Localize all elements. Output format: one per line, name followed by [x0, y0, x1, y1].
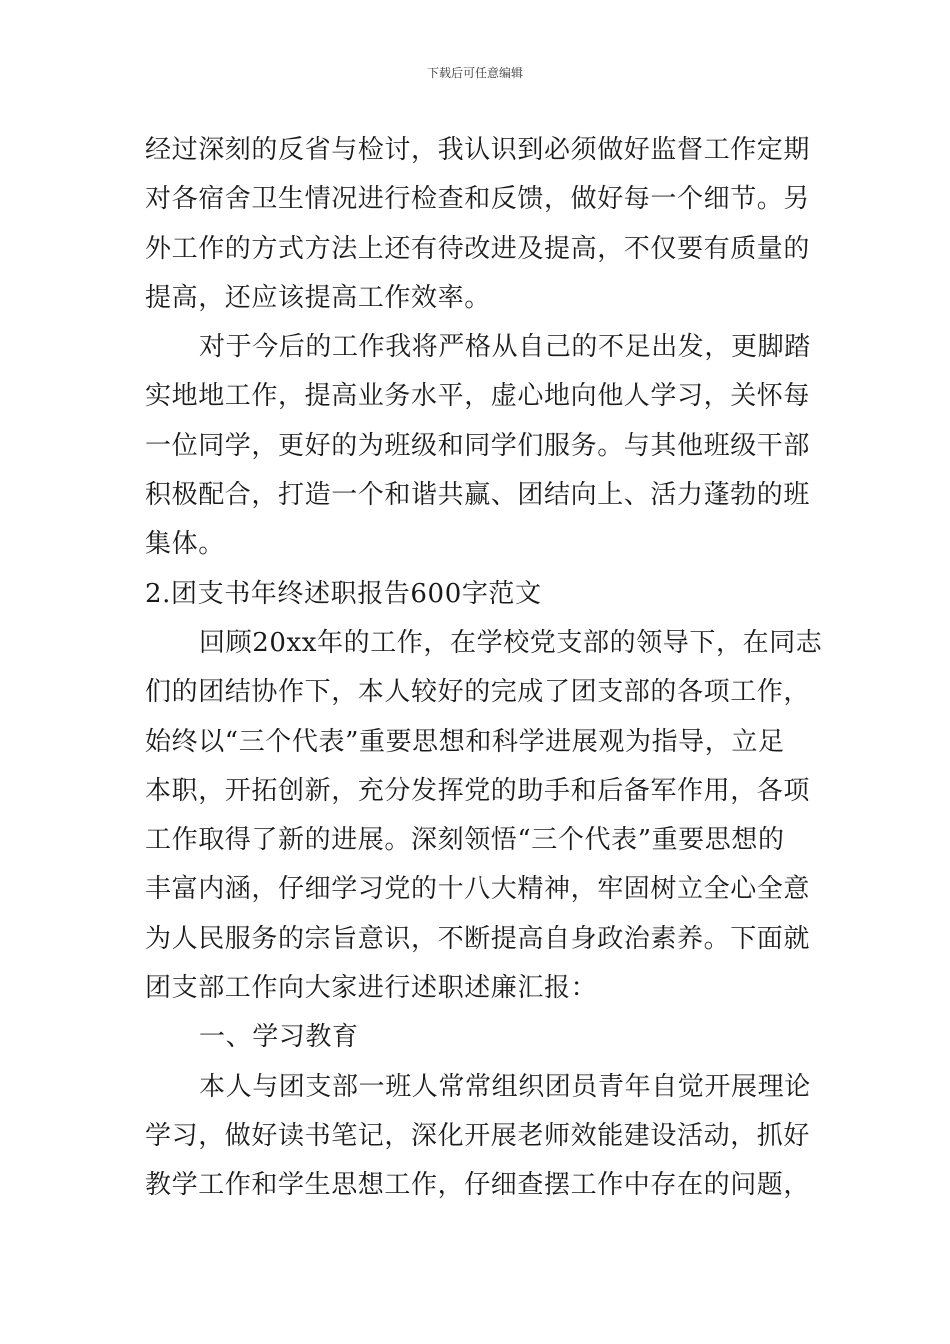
text-line: 工作取得了新的进展。深刻领悟“三个代表”重要思想的 — [145, 825, 785, 856]
text-line: 提高，还应该提高工作效率。 — [145, 282, 491, 313]
text-line: 始终以“三个代表”重要思想和科学进展观为指导，立足 — [145, 726, 785, 757]
text-line: 经过深刻的反省与检讨，我认识到必须做好监督工作定期 — [145, 135, 811, 165]
text-line: 本人与团支部一班人常常组织团员青年自觉开展理论 — [199, 1071, 811, 1102]
text-line: 学习，做好读书笔记，深化开展老师效能建设活动，抓好 — [145, 1120, 811, 1151]
text-line: 丰富内涵，仔细学习党的十八大精神，牢固树立全心全意 — [145, 874, 811, 905]
text-line: 对于今后的工作我将严格从自己的不足出发，更脚踏 — [199, 332, 811, 363]
text-line: 实地地工作，提高业务水平，虚心地向他人学习，关怀每 — [145, 381, 811, 412]
text-line: 为人民服务的宗旨意识，不断提高自身政治素养。下面就 — [145, 923, 811, 954]
text-line: 积极配合，打造一个和谐共赢、团结向上、活力蓬勃的班 — [145, 480, 811, 511]
text-line: 外工作的方式方法上还有待改进及提高，不仅要有质量的 — [145, 233, 811, 264]
text-line: 本职，开拓创新，充分发挥党的助手和后备军作用，各项 — [145, 775, 811, 806]
text-line: 教学工作和学生思想工作，仔细查摆工作中存在的问题， — [145, 1170, 811, 1201]
section-heading: 2.团支书年终述职报告600字范文 — [145, 578, 542, 609]
page-header: 下载后可任意编辑 — [426, 66, 523, 80]
subsection-heading: 一、学习教育 — [199, 1022, 359, 1053]
text-line: 一位同学，更好的为班级和同学们服务。与其他班级干部 — [145, 430, 811, 461]
text-line: 对各宿舍卫生情况进行检查和反馈，做好每一个细节。另 — [145, 184, 811, 215]
text-line: 集体。 — [145, 529, 225, 560]
text-line: 团支部工作向大家进行述职述廉汇报： — [145, 973, 598, 1004]
text-line: 回顾20xx年的工作，在学校党支部的领导下，在同志 — [199, 627, 823, 658]
text-line: 们的团结协作下，本人较好的完成了团支部的各项工作， — [145, 677, 811, 708]
document-body — [145, 126, 823, 1211]
